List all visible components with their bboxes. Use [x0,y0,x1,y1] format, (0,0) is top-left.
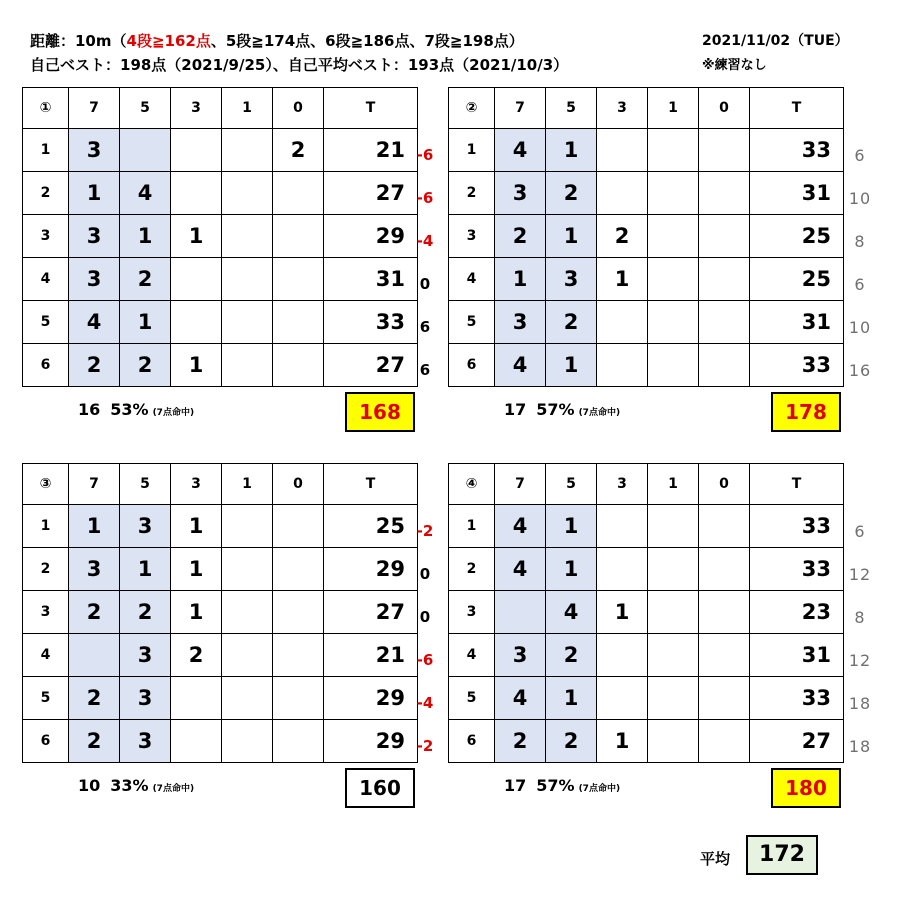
hit-count-1pt [648,172,699,215]
cumulative-value: 6 [854,146,866,165]
column-header: 1 [648,464,699,505]
cumulative-value: 6 [854,275,866,294]
end-number: 2 [23,172,69,215]
round-label: ③ [23,464,69,505]
column-header: T [750,88,844,129]
hit-count-7pt: 2 [69,677,120,720]
hit-count-3pt: 1 [597,591,648,634]
end-number: 6 [449,720,495,763]
end-row [23,548,418,591]
hit-stats [504,400,620,419]
end-total: 25 [750,215,844,258]
end-number: 2 [449,172,495,215]
hit-count-5pt: 1 [546,129,597,172]
hit-count-5pt: 4 [120,172,171,215]
hit-count-3pt [171,677,222,720]
hit-count-1pt [648,344,699,387]
column-header: 7 [69,88,120,129]
seven-point-hits: 10 [78,776,101,795]
end-row [449,172,844,215]
end-total: 29 [324,215,418,258]
hit-stats [78,776,194,795]
hit-count-5pt: 2 [546,172,597,215]
hit-count-7pt: 4 [495,548,546,591]
hit-count-3pt [171,720,222,763]
hit-count-7pt [495,591,546,634]
hit-count-5pt: 3 [120,634,171,677]
hit-count-1pt [648,591,699,634]
hit-count-3pt [597,301,648,344]
end-number: 3 [449,591,495,634]
hit-count-0pt [273,505,324,548]
column-header: T [324,464,418,505]
column-header: 0 [273,88,324,129]
hit-count-1pt [648,505,699,548]
hit-count-5pt: 3 [120,720,171,763]
cumulative-column [840,510,880,768]
hit-count-3pt [597,677,648,720]
hit-count-1pt [222,301,273,344]
hit-count-0pt [273,720,324,763]
distance-criteria-line [30,30,524,51]
end-row [23,634,418,677]
end-diff: 6 [419,318,431,336]
column-header: T [750,464,844,505]
hit-count-3pt [171,129,222,172]
end-total: 29 [324,677,418,720]
end-number: 3 [23,215,69,258]
end-total: 33 [750,548,844,591]
hit-count-0pt [273,677,324,720]
score-table [448,87,844,387]
hit-count-3pt: 1 [171,505,222,548]
end-total: 25 [324,505,418,548]
hit-stats [78,400,194,419]
hit-count-7pt: 3 [69,129,120,172]
end-total: 33 [750,677,844,720]
hit-count-1pt [222,591,273,634]
personal-best-line: 自己ベスト：198点（2021/9/25）、自己平均ベスト：193点（2021/10/3） [30,56,569,74]
end-row [449,129,844,172]
end-number: 3 [23,591,69,634]
hit-count-7pt: 3 [69,548,120,591]
hit-count-0pt [273,634,324,677]
hit-count-7pt: 2 [69,344,120,387]
end-diff: -4 [416,694,434,712]
cumulative-value: 18 [848,694,872,713]
column-header: 5 [546,464,597,505]
hit-count-7pt: 3 [495,634,546,677]
cumulative-column [840,134,880,392]
hit-stats [504,776,620,795]
column-header: 0 [699,88,750,129]
hit-count-1pt [222,720,273,763]
hit-count-3pt [597,505,648,548]
end-diff: 0 [419,565,431,583]
hit-count-1pt [222,172,273,215]
end-number: 5 [23,677,69,720]
dan4-threshold: 4段≧162点 [126,32,211,50]
hit-count-7pt: 2 [69,591,120,634]
hit-count-7pt: 4 [495,129,546,172]
end-row [23,258,418,301]
end-total: 33 [750,129,844,172]
hit-count-1pt [222,258,273,301]
round-label: ④ [449,464,495,505]
hit-count-3pt [597,344,648,387]
end-total: 27 [750,720,844,763]
end-row [449,720,844,763]
hit-count-5pt: 1 [546,677,597,720]
column-header: 5 [120,464,171,505]
hit-count-7pt: 1 [69,505,120,548]
hit-count-0pt [699,720,750,763]
end-row [449,677,844,720]
end-total: 27 [324,172,418,215]
cumulative-value: 10 [848,189,872,208]
hit-count-5pt: 1 [546,548,597,591]
end-diff: 6 [419,361,431,379]
end-row [23,215,418,258]
hit-count-0pt [699,677,750,720]
end-diff: -6 [416,189,434,207]
hit-count-1pt [222,505,273,548]
hit-count-1pt [648,301,699,344]
hit-count-0pt [699,591,750,634]
hit-count-7pt: 3 [69,258,120,301]
end-number: 1 [449,505,495,548]
hit-count-7pt: 2 [495,720,546,763]
hit-count-0pt [699,215,750,258]
hit-note: (7点命中) [152,408,195,418]
end-number: 4 [23,634,69,677]
hit-count-1pt [648,634,699,677]
hit-count-7pt: 3 [495,172,546,215]
end-total: 33 [324,301,418,344]
end-total: 23 [750,591,844,634]
hit-count-0pt [699,634,750,677]
hit-count-5pt: 1 [120,548,171,591]
hit-note: (7点命中) [152,784,195,794]
end-number: 1 [23,505,69,548]
end-total: 33 [750,344,844,387]
hit-count-1pt [648,215,699,258]
hit-count-7pt: 1 [495,258,546,301]
hit-count-1pt [222,634,273,677]
hit-count-3pt: 1 [171,215,222,258]
end-row [449,258,844,301]
end-number: 5 [449,677,495,720]
hit-count-7pt: 1 [69,172,120,215]
column-header: 3 [171,88,222,129]
hit-count-3pt: 1 [171,548,222,591]
hit-count-3pt: 2 [597,215,648,258]
hit-count-0pt [699,505,750,548]
column-header: 1 [648,88,699,129]
end-row [23,301,418,344]
column-header: 7 [495,88,546,129]
end-diff: -6 [416,146,434,164]
hit-rate: 53% [110,400,149,419]
end-row [449,344,844,387]
hit-count-0pt [699,172,750,215]
column-header: 0 [699,464,750,505]
column-header: 1 [222,88,273,129]
end-total: 21 [324,634,418,677]
end-diff: -2 [416,737,434,755]
hit-count-1pt [648,258,699,301]
hit-count-0pt [699,301,750,344]
hit-count-0pt [699,258,750,301]
end-row [449,548,844,591]
hit-count-7pt [69,634,120,677]
end-diff: 0 [419,608,431,626]
hit-count-5pt: 1 [546,215,597,258]
cumulative-value: 18 [848,737,872,756]
hit-count-5pt: 2 [546,634,597,677]
end-row [449,591,844,634]
average-score: 172 [746,835,818,875]
hit-count-3pt [597,172,648,215]
end-total: 31 [750,301,844,344]
end-total: 29 [324,720,418,763]
distance-prefix: 距離：10m（ [30,32,127,50]
practice-note: ※練習なし [702,58,767,73]
end-row [449,215,844,258]
hit-count-5pt: 1 [120,215,171,258]
seven-point-hits: 17 [504,400,527,419]
score-table [448,463,844,763]
end-row [23,677,418,720]
hit-count-3pt [171,258,222,301]
score-table [22,87,418,387]
end-number: 2 [23,548,69,591]
cumulative-value: 12 [848,565,872,584]
hit-count-1pt [222,677,273,720]
hit-count-7pt: 3 [495,301,546,344]
hit-count-5pt: 2 [546,720,597,763]
hit-rate: 57% [536,776,575,795]
hit-count-3pt [171,172,222,215]
hit-count-5pt: 1 [120,301,171,344]
hit-count-3pt: 1 [597,258,648,301]
cumulative-value: 12 [848,651,872,670]
hit-count-5pt: 2 [120,344,171,387]
hit-count-1pt [222,548,273,591]
hit-count-1pt [648,548,699,591]
round-sum: 178 [771,392,841,432]
end-row [23,172,418,215]
hit-rate: 57% [536,400,575,419]
column-header: 3 [171,464,222,505]
hit-count-1pt [222,129,273,172]
hit-count-7pt: 4 [495,677,546,720]
end-number: 3 [449,215,495,258]
hit-count-3pt: 1 [597,720,648,763]
hit-count-1pt [222,344,273,387]
hit-count-5pt: 4 [546,591,597,634]
end-number: 5 [449,301,495,344]
end-row [23,129,418,172]
end-number: 2 [449,548,495,591]
end-total: 31 [750,172,844,215]
hit-count-1pt [222,215,273,258]
hit-note: (7点命中) [578,784,621,794]
end-row [23,591,418,634]
hit-count-0pt [699,344,750,387]
end-row [449,634,844,677]
hit-count-1pt [648,677,699,720]
hit-count-3pt [171,301,222,344]
hit-count-0pt [273,258,324,301]
end-number: 6 [449,344,495,387]
end-total: 29 [324,548,418,591]
hit-count-0pt [699,548,750,591]
round-sum: 160 [345,768,415,808]
end-row [23,720,418,763]
column-header: 7 [69,464,120,505]
end-row [23,505,418,548]
hit-count-5pt: 3 [546,258,597,301]
hit-count-7pt: 2 [495,215,546,258]
end-row [449,301,844,344]
seven-point-hits: 17 [504,776,527,795]
end-number: 5 [23,301,69,344]
hit-note: (7点命中) [578,408,621,418]
round-label: ① [23,88,69,129]
hit-count-5pt: 2 [546,301,597,344]
hit-count-7pt: 4 [69,301,120,344]
dan-thresholds: 、5段≧174点、6段≧186点、7段≧198点） [210,32,524,50]
hit-count-5pt: 1 [546,505,597,548]
hit-count-5pt: 3 [120,677,171,720]
hit-count-3pt [597,634,648,677]
end-number: 4 [449,634,495,677]
end-total: 21 [324,129,418,172]
column-header: 1 [222,464,273,505]
cumulative-value: 10 [848,318,872,337]
end-row [449,505,844,548]
round-sum: 168 [345,392,415,432]
hit-count-3pt [597,129,648,172]
hit-rate: 33% [110,776,149,795]
hit-count-0pt [273,548,324,591]
hit-count-0pt: 2 [273,129,324,172]
column-header: 3 [597,464,648,505]
hit-count-1pt [648,720,699,763]
hit-count-0pt [273,215,324,258]
end-row [23,344,418,387]
end-number: 1 [449,129,495,172]
end-number: 1 [23,129,69,172]
end-diff: 0 [419,275,431,293]
hit-count-5pt: 1 [546,344,597,387]
round-label: ② [449,88,495,129]
end-number: 6 [23,344,69,387]
hit-count-0pt [273,344,324,387]
end-diff-column [408,134,442,392]
seven-point-hits: 16 [78,400,101,419]
hit-count-3pt: 2 [171,634,222,677]
cumulative-value: 6 [854,522,866,541]
column-header: T [324,88,418,129]
cumulative-value: 16 [848,361,872,380]
end-diff: -4 [416,232,434,250]
end-total: 25 [750,258,844,301]
hit-count-0pt [699,129,750,172]
average-label: 平均 [700,850,731,868]
end-total: 27 [324,344,418,387]
end-number: 4 [449,258,495,301]
hit-count-5pt: 2 [120,258,171,301]
hit-count-3pt: 1 [171,344,222,387]
hit-count-0pt [273,301,324,344]
hit-count-7pt: 4 [495,505,546,548]
end-total: 31 [324,258,418,301]
cumulative-value: 8 [854,608,866,627]
column-header: 5 [546,88,597,129]
hit-count-0pt [273,591,324,634]
hit-count-5pt: 2 [120,591,171,634]
end-diff: -2 [416,522,434,540]
record-date: 2021/11/02（TUE） [702,33,849,49]
round-sum: 180 [771,768,841,808]
column-header: 7 [495,464,546,505]
hit-count-0pt [273,172,324,215]
hit-count-7pt: 4 [495,344,546,387]
cumulative-value: 8 [854,232,866,251]
end-diff: -6 [416,651,434,669]
end-total: 27 [324,591,418,634]
score-table [22,463,418,763]
hit-count-5pt [120,129,171,172]
end-number: 4 [23,258,69,301]
hit-count-7pt: 3 [69,215,120,258]
end-number: 6 [23,720,69,763]
hit-count-3pt: 1 [171,591,222,634]
end-diff-column [408,510,442,768]
column-header: 0 [273,464,324,505]
hit-count-1pt [648,129,699,172]
hit-count-5pt: 3 [120,505,171,548]
hit-count-3pt [597,548,648,591]
hit-count-7pt: 2 [69,720,120,763]
end-total: 31 [750,634,844,677]
column-header: 5 [120,88,171,129]
end-total: 33 [750,505,844,548]
column-header: 3 [597,88,648,129]
